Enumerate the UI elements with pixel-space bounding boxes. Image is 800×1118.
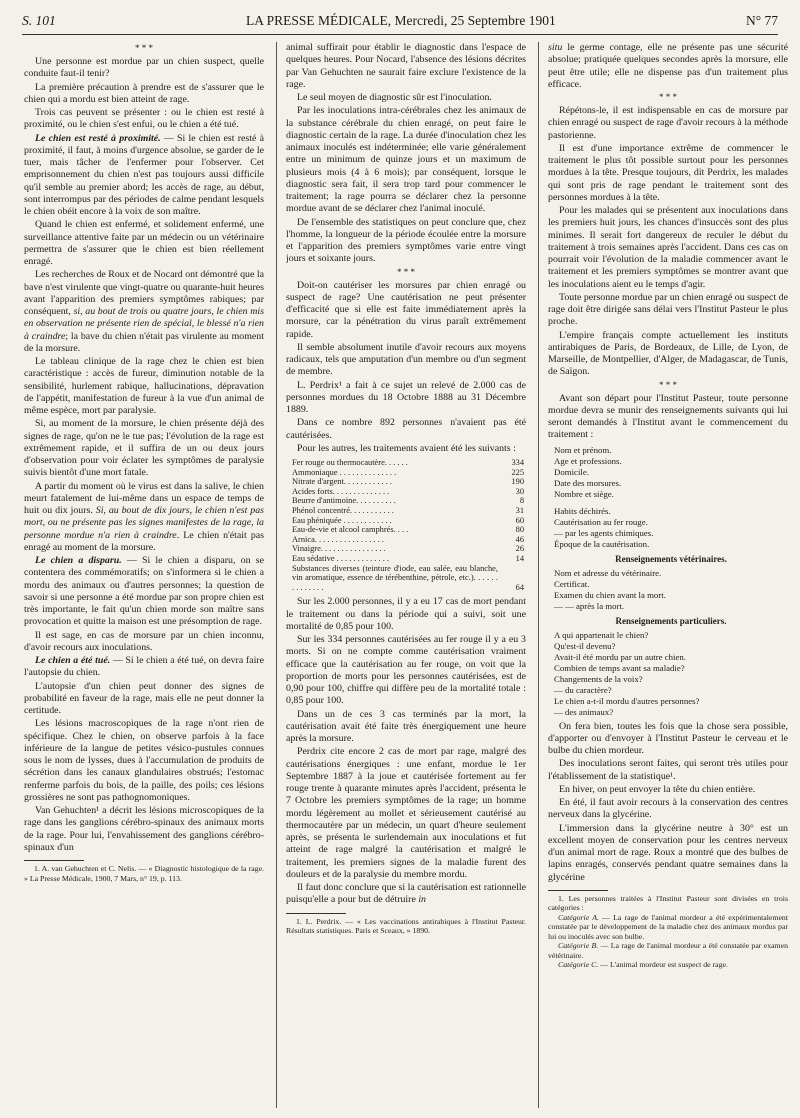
footnote-rule (548, 890, 608, 891)
paragraph: Il semble absolument inutile d'avoir recours aux moyens radicaux, tels que amputation d'un membre ou d'un segment de membre. (286, 341, 526, 378)
cauterization-table (286, 458, 526, 592)
paragraph-text: — Si le chien a disparu, on se contentera des commémoratifs; on s'informera si le chien a mordu des animaux ou d'autres personnes; la question de savoir si une personne a été mordue par son propre chien est très importante, le fait qu'un chien morde son maître sans provocation et quitte la maison est une présomption de rage. (24, 555, 264, 628)
paragraph-text: . Le chien n'était pas enragé au moment de la morsure. (24, 529, 264, 553)
paragraph: Trois cas peuvent se présenter : ou le chien est resté à proximité, ou le chien s'est enfui, ou le chien a été tué. (24, 107, 264, 131)
section-separator: * * * (135, 43, 153, 53)
section-separator: * * * (659, 92, 677, 102)
table-row (286, 554, 526, 564)
paragraph: Les lésions macroscopiques de la rage n'ont rien de spécifique. Chez le chien, on observe parfois à la face inférieure de la langue de petites vésico-pustules connues sous le nom de lysses, dues à l'accumulation de produits de sécrétion dans les canaux glandulaires obstrués; l'estomac renferme parfois du bois, de la paille, des poils; ces lésions grossières ne sont pas pathognomoniques. (24, 718, 264, 803)
paragraph: Le tableau clinique de la rage chez le chien est bien caractéristique : accès de fureur, diminution notable de la sensibilité, hurlement rabique, hallucinations, dépravation de l'appétit, manifestation de fureur à la vue d'un animal de même espèce, mort par paralysie. (24, 356, 264, 416)
table-cell-label: Acides forts. . . . . . . . . . . . . . (292, 486, 390, 496)
paragraph: Des inoculations seront faites, qui seront très utiles pour l'établissement de la statistique¹. (548, 758, 788, 782)
table-row (286, 535, 526, 545)
paragraph: Quand le chien est enfermé, et solidement enfermé, une surveillance attentive faite par un médecin ou un vétérinaire permettra de s'assurer que le chien est bien réellement enragé. (24, 219, 264, 267)
table-row (286, 468, 526, 478)
table-cell-value: 64 (515, 582, 524, 592)
paragraph: Toute personne mordue par un chien enragé ou suspect de rage doit être dirigée sans délai vers l'Institut Pasteur le plus proche. (548, 291, 788, 328)
table-cell-value: 46 (515, 534, 524, 544)
footnote: 1. A. van Gehuchten et C. Nelis. — « Diagnostic histologique de la rage. » La Presse Médicale, 1900, 7 Mars, n° 19, p. 113. (24, 864, 264, 883)
footnote: 1. L. Perdrix. — « Les vaccinations antirabiques à l'Institut Pasteur. Résultats statistiques. Paris et Sceaux, » 1890. (286, 916, 526, 936)
form-line: — des animaux? (554, 706, 614, 717)
paragraph (24, 555, 264, 629)
footnote-rule (286, 913, 346, 914)
form-line: Changements de la voix? (554, 673, 643, 684)
table-cell-label: Eau phéniquée . . . . . . . . . . . . (292, 515, 392, 525)
footnote (548, 913, 788, 942)
issue-number: N° 77 (745, 13, 778, 28)
emphasis-text: in (418, 894, 426, 906)
paragraph: Dans ce nombre 892 personnes n'avaient pas été cautérisées. (286, 417, 526, 441)
column-1 (24, 42, 264, 1110)
form-line: Examen du chien avant la mort. (554, 589, 666, 600)
paragraph: Pour les autres, les traitements avaient été les suivants : (297, 442, 516, 454)
form-line: Époque de la cautérisation. (554, 538, 650, 549)
paragraph-text: ; la bave du chien n'était pas virulente au moment de la morsure. (24, 330, 264, 354)
form-line: — par les agents chimiques. (554, 527, 654, 538)
paragraph (24, 133, 264, 219)
table-cell-label: Nitrate d'argent. . . . . . . . . . . . (292, 477, 392, 487)
table-row (286, 544, 526, 554)
paragraph-text: Il faut donc conclure que si la cautérisation est rationnelle puisqu'elle a pour but de détruire (286, 882, 526, 906)
paragraph: Doit-on cautériser les morsures par chien enragé ou suspect de rage? Une cautérisation ne peut présenter d'efficacité que si elle est faite immédiatement après la morsure, car la pénétration du virus paraît extrêmement rapide. (286, 279, 526, 340)
table-row (286, 564, 526, 593)
section-separator: * * * (659, 379, 677, 390)
table-cell-value: 8 (519, 496, 524, 506)
paragraph: Le seul moyen de diagnostic sûr est l'inoculation. (297, 92, 492, 103)
footnote-text: — La rage de l'animal mordeur a été expérimentalement constatée par le développement de la maladie chez des animaux mordus par lui ou inoculés avec son bulbe. (548, 912, 788, 941)
paragraph-text: — Si le chien a été tué, on devra faire l'autopsie du chien. (24, 655, 264, 679)
paragraph: Répétons-le, il est indispensable en cas de morsure par chien enragé ou suspect de rage d'avoir recours à la méthode pastorienne. (548, 105, 788, 141)
footnote-term: Catégorie B. (558, 941, 599, 951)
paragraph-text: — Si le chien est resté à proximité, il faut, à moins d'urgence absolue, se garder de le tuer, mais tâcher de l'enfermer pour l'observer. Cet emprisonnement du chien n'est pas toujours aussi difficile qu'il semble au premier abord; les accès de rage, au début, sont interrompus par des périodes de calme pendant lesquels le chien obéit encore à la voix de son maître. (24, 132, 264, 217)
section-separator: * * * (397, 266, 415, 277)
paragraph: Sur les 334 personnes cautérisées au fer rouge il y a eu 3 morts. Si on ne compte comme cautérisation vraiment efficace que la cautérisation au fer rouge, on voit que la proportion de morts pour les personnes cautérisées, est de 0,90 pour 100, chiffre qui diffère peu de la mortalité totale : 0,85 pour 100. (286, 634, 526, 707)
table-cell-label: Arnica. . . . . . . . . . . . . . . . . (292, 534, 384, 544)
table-row (286, 525, 526, 535)
table-row (286, 516, 526, 526)
table-cell-value: 80 (515, 525, 524, 535)
footnote (548, 941, 788, 960)
info-form (548, 445, 788, 718)
paragraph: Par les inoculations intra-cérébrales chez les animaux de la substance cérébrale du chien enragé, on peut faire le diagnostic certain de la rage. La durée d'inoculation chez les animaux inoculés est indéterminée; elle varie généralement entre un minimum de quinze jours et un maximum de plusieurs mois (4 à 6 mois); par conséquent, lorsque le diagnostic sera fait, il sera trop tard pour commencer le traitement; la rage pourra se déclarer chez la personne mordue avant de se déclarer chez l'animal inoculé. (286, 105, 526, 215)
footnote-text: — La rage de l'animal mordeur a été constatée par examen vétérinaire. (548, 941, 788, 960)
column-divider (276, 42, 277, 1108)
table-cell-label: Fer rouge ou thermocautère. . . . . . (292, 458, 408, 467)
form-line: Cautérisation au fer rouge. (554, 516, 648, 527)
paragraph: Pour les malades qui se présentent aux inoculations dans les premiers huit jours, les chances d'insuccès sont des plus minimes. Il serait fort dangereux de reculer le début du traitement à trois semaines après l'accident. Dans ces cas on pourrait voir l'évolution de la maladie commencer avant le traitement et les premiers symptômes se montrer avant que les inoculations aient eu le temps d'agir. (548, 205, 788, 290)
form-line: Date des morsures. (554, 477, 622, 488)
paragraph: Sur les 2.000 personnes, il y a eu 17 cas de mort pendant le traitement ou dans la période qui a suivi, soit une mortalité de 0,85 pour 100. (286, 596, 526, 632)
table-cell-value: 31 (515, 505, 524, 515)
footnote-term: Catégorie A. (558, 912, 599, 922)
form-line: Avait-il été mordu par un autre chien. (554, 651, 686, 662)
paragraph: De l'ensemble des statistiques on peut conclure que, chez l'homme, la longueur de la période écoulée entre la morsure et l'apparition des premiers symptômes varie entre vingt jours et soixante jours. (286, 216, 526, 265)
paragraph: La première précaution à prendre est de s'assurer que le chien qui a mordu est bien atteint de rage. (24, 81, 264, 105)
table-cell-label: Phénol concentré. . . . . . . . . . . (292, 505, 394, 515)
section-heading: Le chien a disparu. (35, 555, 122, 566)
form-line: Nombre et siège. (554, 488, 614, 499)
paragraph: Avant son départ pour l'Institut Pasteur, toute personne mordue devra se munir des renseignements suivants qui lui seront demandés à l'Institut avant le commencement du traitement : (548, 392, 788, 441)
form-line: — — après la mort. (554, 600, 625, 611)
column-2 (286, 42, 526, 1110)
emphasis-text: si, au bout de trois ou quatre jours, le chien mis en observation ne présente rien de spécial, le blessé n'a rien à craindre (24, 306, 264, 342)
paragraph (548, 42, 788, 91)
form-line: A qui appartenait le chien? (554, 629, 649, 640)
table-row (286, 477, 526, 487)
form-line: Nom et adresse du vétérinaire. (554, 567, 662, 578)
paragraph: Dans un de ces 3 cas terminés par la mort, la cautérisation avait été faite très énergiquement une heure après la morsure. (286, 708, 526, 745)
form-line: — du caractère? (554, 684, 612, 695)
paragraph: L'immersion dans la glycérine neutre à 30° est un excellent moyen de conservation pour les centres nerveux d'un animal mort de rage. Roux a montré que des bulbes de lapins enragés, conservés pendant quatre semaines dans la glycérine (548, 822, 788, 883)
table-cell-label: Eau-de-vie et alcool camphrés. . . . (292, 525, 409, 535)
form-line: Qu'est-il devenu? (554, 640, 616, 651)
form-line: Nom et prénom. (554, 444, 612, 455)
form-line: Le chien a-t-il mordu d'autres personnes? (554, 695, 700, 706)
table-row (286, 458, 526, 468)
form-line: Domicile. (554, 466, 589, 477)
table-row (286, 496, 526, 506)
paragraph: Une personne est mordue par un chien suspect, quelle conduite faut-il tenir? (24, 56, 264, 80)
table-cell-value: 60 (515, 515, 524, 525)
section-heading: Le chien est resté à proximité. (35, 132, 161, 144)
emphasis-text: situ (548, 42, 563, 53)
section-heading: Le chien a été tué. (35, 655, 111, 666)
paragraph: Il est d'une importance extrême de commencer le traitement le plus tôt possible surtout pour les personnes mordues à la tête. Presque toujours, dit Perdrix, les malades qui sont pris de rage pendant le traitement sont des personnes mordues à la tête. (548, 142, 788, 203)
paragraph (286, 882, 526, 907)
paragraph (24, 269, 264, 355)
paragraph: En été, il faut avoir recours à la conservation des centres nerveux dans la glycérine. (548, 797, 788, 821)
footnote-text: — L'animal mordeur est suspect de rage. (598, 960, 728, 970)
table-cell-label: Ammoniaque . . . . . . . . . . . . . . (292, 467, 397, 477)
footnote: 1. Les personnes traitées à l'Institut Pasteur sont divisées en trois catégories : (548, 893, 788, 913)
table-row (286, 506, 526, 516)
table-cell-value: 334 (511, 458, 524, 467)
paragraph-text: Les recherches de Roux et de Nocard ont démontré que la bave n'est virulente que vingt-quatre ou quarante-huit heures avant l'apparition des premiers symptômes rabiques; par conséquent, (24, 269, 264, 317)
footnote-term: Catégorie C. (558, 960, 599, 970)
table-cell-label: Vinaigre. . . . . . . . . . . . . . . . (292, 544, 386, 554)
paragraph (24, 481, 264, 555)
journal-title: LA PRESSE MÉDICALE, Mercredi, 25 Septembre 1901 (246, 13, 556, 28)
form-line: Age et professions. (554, 455, 622, 466)
table-cell-value: 14 (515, 553, 524, 563)
footnote (548, 960, 788, 970)
table-cell-value: 225 (511, 467, 524, 477)
table-cell-value: 26 (515, 544, 524, 554)
paragraph: Perdrix cite encore 2 cas de mort par rage, malgré des cautérisations énergiques : une enfant, mordue le 1er Septembre 1887 à la joue et cautérisée fortement au fer rouge trente à quarante minutes après l'accident, présenta le 7 Octobre les premiers symptômes de la rage; un homme mordu légèrement au mollet et sérieusement cautérisé au thermocautère par un médecin, un quart d'heure seulement après, se présenta le surlendemain aux inoculations et fut atteint de rage malgré la cautérisation et malgré le traitement, les premiers signes de la maladie furent des douleurs et de la paralysie du membre mordu. (286, 746, 526, 880)
paragraph-text: A partir du moment où le virus est dans la salive, le chien meurt fatalement de lui-même dans un espace de temps de huit ou dix jours. (24, 480, 264, 516)
form-heading: Renseignements vétérinaires. (615, 553, 727, 564)
header-rule (22, 34, 778, 35)
paragraph: animal suffirait pour établir le diagnostic dans l'espace de quelques heures. Pour Nocard, l'absence des lésions décrites par Van Gehuchten ne saurait faire exclure l'existence de la rage. (286, 42, 526, 90)
paragraph (24, 655, 264, 680)
table-cell-value: 30 (515, 486, 524, 496)
table-row (286, 487, 526, 497)
form-heading: Renseignements particuliers. (615, 615, 727, 626)
table-cell-value: 190 (511, 477, 524, 487)
table-cell-label: Eau sédative . . . . . . . . . . . . . (292, 553, 389, 563)
form-line: Certificat. (554, 578, 590, 589)
paragraph: On fera bien, toutes les fois que la chose sera possible, d'apporter ou d'envoyer à l'Institut Pasteur le cerveau et le bulbe du chien mordeur. (548, 720, 788, 756)
page-number: S. 101 (22, 13, 56, 28)
paragraph: L. Perdrix¹ a fait à ce sujet un relevé de 2.000 cas de personnes mordues du 18 Octobre 1888 au 31 Décembre 1889. (286, 379, 526, 415)
column-divider (538, 42, 539, 1108)
paragraph: Van Gehuchten¹ a décrit les lésions microscopiques de la rage dans les ganglions cérébro-spinaux des animaux morts de la rage. Pour lui, l'envahissement des ganglions cérébro-spinaux d'un (24, 805, 264, 853)
paragraph: Si, au moment de la morsure, le chien présente déjà des signes de rage, qu'on ne le tue pas; l'évolution de la rage est extrêmement rapide, et il suffira de un ou deux jours d'observation pour voir éclater les symptômes de paralysie suivis bientôt d'une mort fatale. (24, 418, 264, 479)
page-header (22, 10, 778, 32)
form-line: Habits déchirés. (554, 505, 611, 516)
emphasis-text: Si, au bout de dix jours, le chien n'est pas mort, ou ne présente pas les signes manifestes de la rage, la personne mordue n'a rien à craindre (24, 505, 264, 541)
column-3 (548, 42, 788, 1110)
paragraph: L'autopsie d'un chien peut donner des signes de probabilité en faveur de la rage, mais elle ne peut donner la certitude. (24, 680, 264, 716)
paragraph: En hiver, on peut envoyer la tête du chien entière. (559, 783, 756, 795)
table-cell-label: Beurre d'antimoine. . . . . . . . . . (292, 496, 396, 506)
paragraph-text: le germe contage, elle ne présente pas une sécurité absolue; pratiquée quelques secondes après la morsure, elle peut être utile; elle ne dispense pas d'un traitement plus efficace. (548, 42, 788, 90)
footnote-rule (24, 860, 84, 861)
table-cell-label: Substances diverses (teinture d'iode, eau salée, eau blanche, vin aromatique, essence de térébenthine, pétrole, etc.). . . . . . . . . . . . . . (292, 563, 498, 592)
paragraph: Il est sage, en cas de morsure par un chien inconnu, d'avoir recours aux inoculations. (24, 629, 264, 653)
form-line: Combien de temps avant sa maladie? (554, 662, 685, 673)
paragraph: L'empire français compte actuellement les instituts antirabiques de Paris, de Bordeaux, de Lille, de Lyon, de Marseille, de Montpellier, d'Alger, de Madagascar, de Tunis, de Saïgon. (548, 329, 788, 378)
